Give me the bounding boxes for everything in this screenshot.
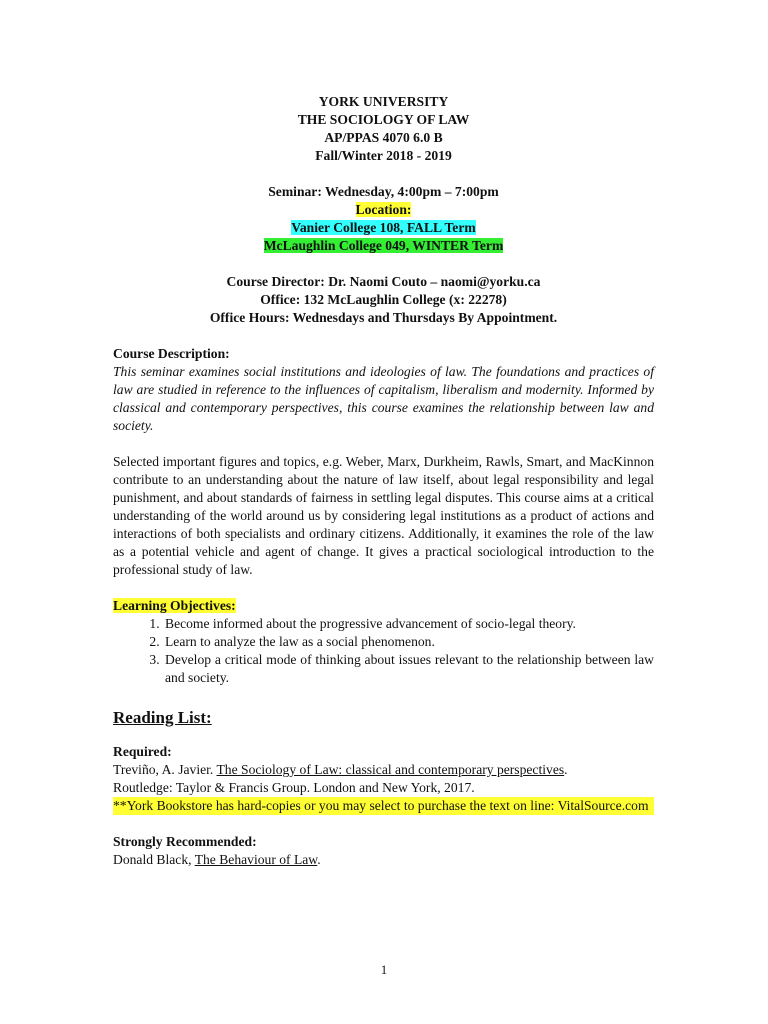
course-description-section xyxy=(113,345,654,579)
required-book-title: The Sociology of Law: classical and contemporary perspectives xyxy=(216,762,565,777)
recommended-book-title: The Behaviour of Law xyxy=(194,852,318,867)
course-description-heading: Course Description: xyxy=(113,346,230,361)
page-number: 1 xyxy=(380,963,388,977)
document-page xyxy=(113,93,654,869)
objective-item: 3. Develop a critical mode of thinking about issues relevant to the relationship between law and society. xyxy=(163,651,654,687)
office-location: Office: 132 McLaughlin College (x: 22278) xyxy=(260,292,507,307)
header-block xyxy=(113,93,654,165)
objective-item: 2. Learn to analyze the law as a social phenomenon. xyxy=(163,633,654,651)
course-description-paragraph: Selected important figures and topics, e.g. Weber, Marx, Durkheim, Rawls, Smart, and MacKinnon contribute to an understanding about the nature of law itself, about legal responsibility and legal punishment, and about standards of fairness in settling legal disputes. This course aims at a critical understanding of the world around us by considering legal institutions as a product of actions and interactions of both specialists and ordinary citizens. Additionally, it examines the role of the law as a potential vehicle and agent of change. It gives a practical sociological introduction to the professional study of law. xyxy=(113,454,654,577)
recommended-reading: Strongly Recommended: Donald Black, The Behaviour of Law. xyxy=(113,833,654,869)
schedule-block xyxy=(113,183,654,255)
course-description-italic: This seminar examines social institutions and ideologies of law. The foundations and practices of law are studied in reference to the influences of capitalism, liberalism and modernity. Informed by classical and contemporary perspectives, this course examines the relationship between law and society. xyxy=(113,364,654,433)
required-reading: Required: Treviño, A. Javier. The Sociology of Law: classical and contemporary perspectives. Routledge: Taylor & Francis Group. London and New York, 2017. **York Bookstore has hard-copies or you may select to purchase the text on line: VitalSource.com xyxy=(113,743,654,815)
location-winter: McLaughlin College 049, WINTER Term xyxy=(263,238,504,253)
objective-item: 1. Become informed about the progressive advancement of socio-legal theory. xyxy=(163,615,654,633)
required-publisher: Routledge: Taylor & Francis Group. London and New York, 2017. xyxy=(113,780,475,795)
required-heading: Required: xyxy=(113,744,172,759)
office-hours: Office Hours: Wednesdays and Thursdays By Appointment. xyxy=(209,310,558,325)
bookstore-note: **York Bookstore has hard-copies or you may select to purchase the text on line: VitalSource.com xyxy=(113,797,654,815)
objectives-list xyxy=(113,615,654,687)
university-name: YORK UNIVERSITY xyxy=(318,94,449,109)
learning-objectives-heading: Learning Objectives: xyxy=(113,598,236,613)
location-fall: Vanier College 108, FALL Term xyxy=(291,220,476,235)
course-term: Fall/Winter 2018 - 2019 xyxy=(315,148,452,163)
recommended-author: Donald Black, xyxy=(113,852,195,867)
reading-list-heading: Reading List: xyxy=(113,708,212,727)
course-director: Course Director: Dr. Naomi Couto – naomi@yorku.ca xyxy=(226,274,541,289)
course-title: THE SOCIOLOGY OF LAW xyxy=(297,112,470,127)
learning-objectives-section xyxy=(113,597,654,687)
contact-block xyxy=(113,273,654,327)
location-label: Location: xyxy=(355,202,412,217)
course-code: AP/PPAS 4070 6.0 B xyxy=(324,130,443,145)
required-author: Treviño, A. Javier. xyxy=(113,762,217,777)
recommended-heading: Strongly Recommended: xyxy=(113,834,257,849)
seminar-time: Seminar: Wednesday, 4:00pm – 7:00pm xyxy=(268,184,499,199)
